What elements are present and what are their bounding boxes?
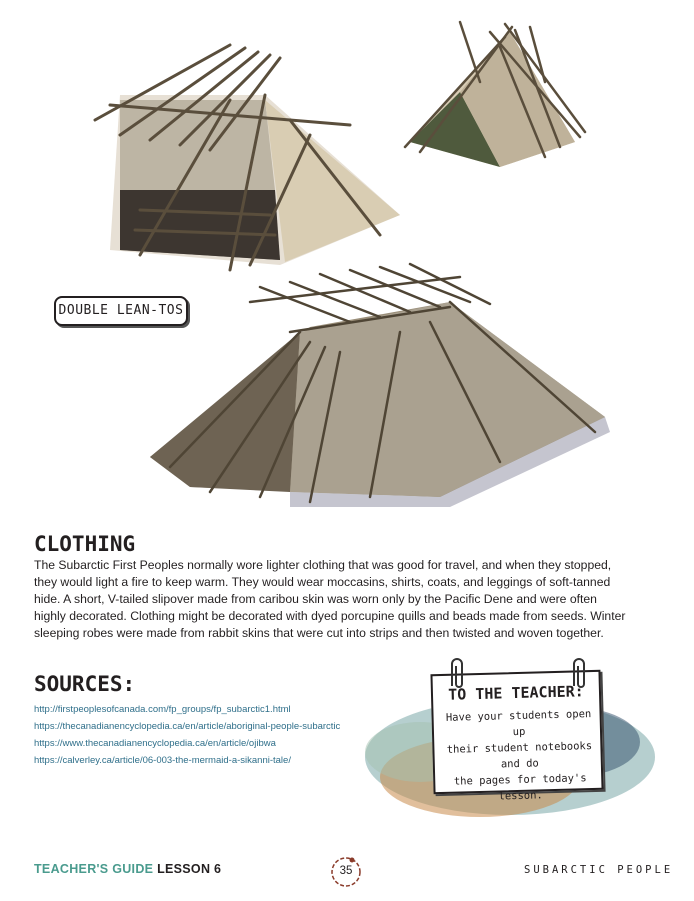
teacher-note-line: their student notebooks and do [446, 740, 593, 771]
source-link[interactable]: http://firstpeoplesofcanada.com/fp_groups/fp_subarctic1.html [34, 704, 291, 715]
footer-lesson: LESSON 6 [157, 862, 222, 876]
source-link[interactable]: https://thecanadianencyclopedia.ca/en/article/aboriginal-people-subarctic [34, 721, 341, 732]
clothing-heading: CLOTHING [34, 532, 136, 556]
lean-to-illustration-1 [80, 40, 410, 275]
clothing-line: they would light a fire to keep warm. They would wear moccasins, shirts, coats, and leggings of soft-tanned [34, 575, 611, 589]
lean-to-illustration-2 [400, 22, 590, 172]
teacher-note-line: the pages for today's lesson. [453, 772, 587, 803]
sources-list [34, 701, 379, 769]
source-link[interactable]: https://www.thecanadianencyclopedia.ca/en/article/ojibwa [34, 738, 276, 749]
clothing-line: hide. A short, V-tailed slipover made from caribou skin was worn only by the Pacific Dene and were often [34, 592, 597, 606]
sources-heading: SOURCES: [34, 672, 136, 696]
clothing-line: sleeping robes were made from rabbit skins that were cut into strips and then twisted and woven together. [34, 626, 604, 640]
paperclip-right-icon [568, 656, 590, 692]
figure-label: DOUBLE LEAN-TOS [58, 303, 184, 318]
footer-guide-lesson [34, 862, 221, 876]
teacher-note-title: TO THE TEACHER: [448, 682, 584, 704]
page-number: 35 [339, 865, 353, 877]
paperclip-left-icon [446, 656, 468, 692]
source-link[interactable]: https://calverley.ca/article/06-003-the-mermaid-a-sikanni-tale/ [34, 755, 291, 766]
teacher-note-body [441, 706, 597, 806]
clothing-line: The Subarctic First Peoples normally wore lighter clothing that was good for travel, and when they stopped, [34, 558, 612, 572]
figure-label-box [54, 296, 188, 326]
teacher-note-line: Have your students open up [445, 708, 592, 739]
double-lean-to-illustration [150, 262, 610, 510]
clothing-paragraph [34, 557, 664, 642]
footer-guide: TEACHER'S GUIDE [34, 862, 154, 876]
clothing-line: highly decorated. Clothing might be decorated with dyed porcupine quills and beads made from seeds. Winter [34, 609, 626, 623]
footer-subject: SUBARCTIC PEOPLE [524, 864, 674, 876]
